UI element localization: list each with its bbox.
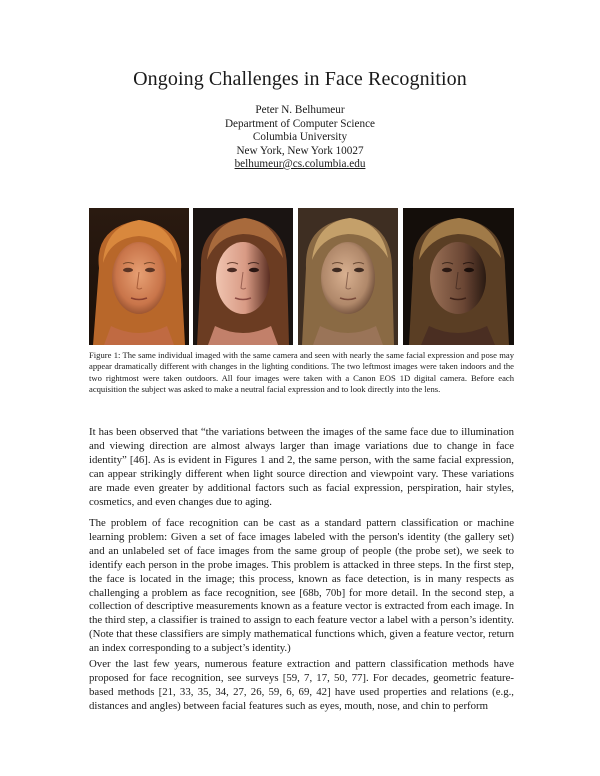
body-paragraph-3: Over the last few years, numerous feature extraction and pattern classification methods have proposed for face recognition, see surveys [59, 7, 17, 50, 77]. For decades, geometric feature-based methods [21, 33, 35, 34, 27, 26, 59, 6, 69, 42] have used properties and relations (e.g., distances and angles) between facial features such as eyes, mouth, nose, and chin to perform — [89, 658, 514, 712]
author-location: New York, New York 10027 — [236, 144, 364, 157]
figure-1-caption: Figure 1: The same individual imaged with the same camera and seen with nearly the same facial expression and pose may appear dramatically different with changes in the lighting conditions. The two leftmost images were taken indoors and the two rightmost were taken outdoors. All four images were taken with a Canon EOS 1D digital camera. Before each acquisition the subject was asked to make a neutral facial expression and to look directly into the lens. — [89, 350, 514, 394]
body-paragraph-2: The problem of face recognition can be cast as a standard pattern classification or machine learning problem: Given a set of face images labeled with the person's identity (the gallery set) and an unlabeled set of face images from the same group of people (the probe set), we seek to identify each person in the probe images. This problem is attacked in three steps. In the first step, the face is located in the image; this process, known as face detection, is in many respects as challenging a problem as face recognition, see [68b, 70b] for more detail. In the second step, a collection of descriptive measurements known as a feature vector is extracted from each image. In the third step, a classifier is trained to assign to each feature vector a label with a person’s identity. (Note that these classifiers are simply mathematical functions which, given a feature vector, return an index corresponding to a subject’s identity.) — [89, 517, 514, 655]
paper-title: Ongoing Challenges in Face Recognition — [133, 68, 467, 90]
face-image-2 — [193, 208, 293, 345]
face-image-4 — [403, 208, 514, 345]
author-block — [0, 104, 600, 172]
figure-1-images — [89, 208, 514, 345]
author-university: Columbia University — [252, 131, 348, 143]
face-image-1 — [89, 208, 189, 345]
author-email-link[interactable]: belhumeur@cs.columbia.edu — [234, 158, 366, 170]
face-image-3 — [298, 208, 398, 345]
body-paragraph-1: It has been observed that “the variations between the images of the same face due to illumination and viewing direction are almost always larger than image variations due to change in face identity” [46]. As is evident in Figures 1 and 2, the same person, with the same facial expression, can appear strikingly different when light source direction and viewpoint vary. These variations are made even greater by additional factors such as facial expression, perspiration, hair styles, cosmetics, and even changes due to aging. — [89, 426, 514, 508]
author-name: Peter N. Belhumeur — [255, 104, 345, 116]
author-department: Department of Computer Science — [224, 117, 376, 130]
